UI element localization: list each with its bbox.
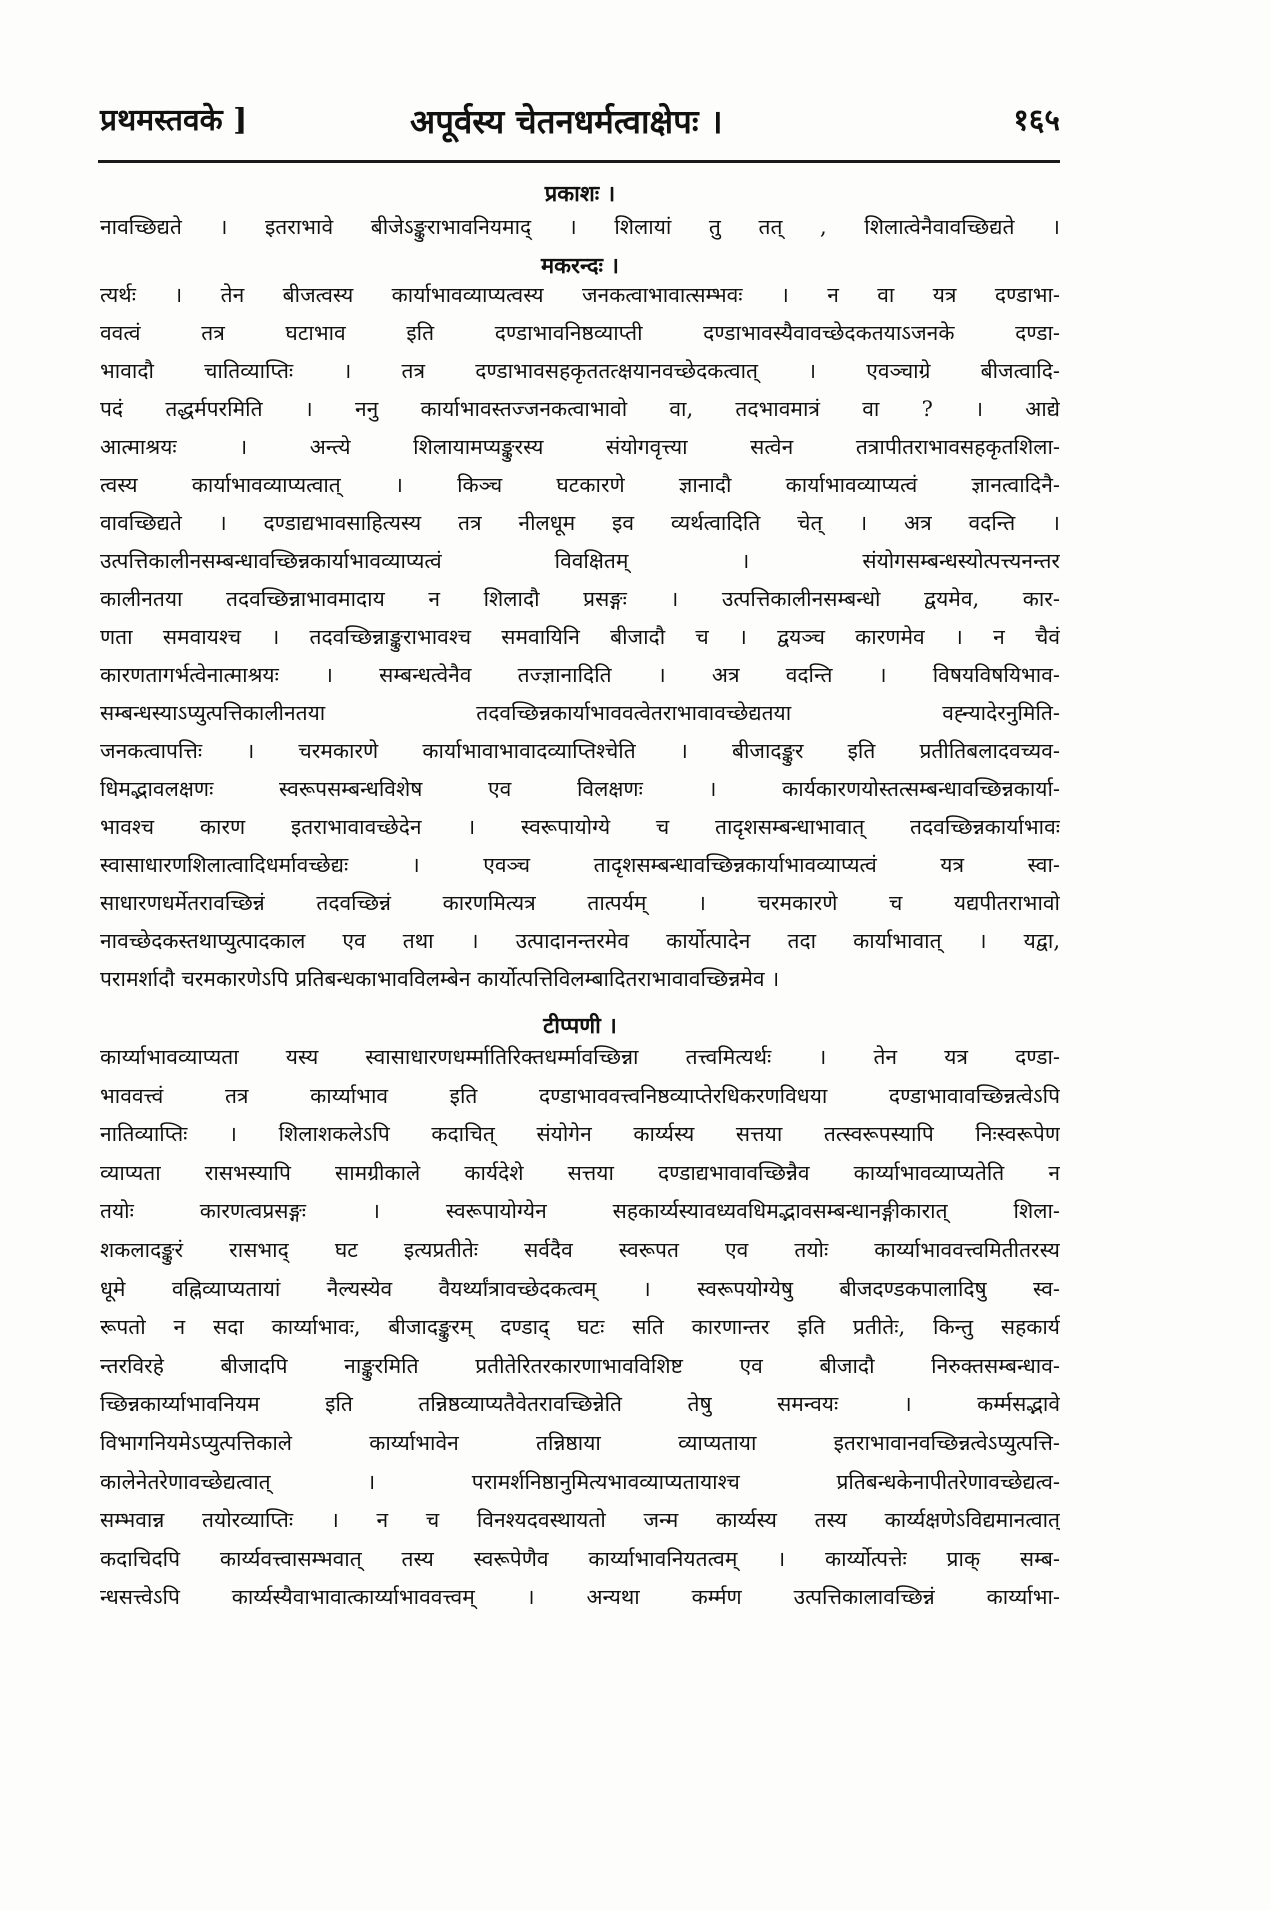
text-line: आत्माश्रयः । अन्त्ये शिलायामप्यङ्कुरस्य संयोगवृत्त्या सत्वेन तत्रापीतराभावसहकृतशिला- bbox=[100, 435, 1060, 459]
running-head bbox=[100, 98, 1060, 142]
page-number: १६५ bbox=[1013, 103, 1060, 138]
text-line: त्वस्य कार्याभावव्याप्यत्वात् । किञ्च घटकारणे ज्ञानादौ कार्याभावव्याप्यत्वं ज्ञानत्वादिनै- bbox=[100, 473, 1060, 497]
header-divider bbox=[98, 160, 1060, 163]
text-line: पदं तद्धर्मपरमिति । ननु कार्याभावस्तज्जनकत्वाभावो वा, तदभावमात्रं वा ? । आद्ये bbox=[100, 397, 1060, 421]
text-line: कालेनेतरेणावच्छेद्यत्वात् । परामर्शनिष्ठानुमित्यभावव्याप्यतायाश्च प्रतिबन्धकेनापीतरेणावच्छेद्यत्व- bbox=[100, 1469, 1060, 1494]
text-line: भावश्च कारण इतराभावावच्छेदेन । स्वरूपायोग्ये च तादृशसम्बन्धाभावात् तदवच्छिन्नकार्याभावः bbox=[100, 815, 1060, 839]
section-marker: प्रथमस्तवके ] bbox=[100, 103, 248, 138]
text-line: तयोः कारणत्वप्रसङ्गः । स्वरूपायोग्येन सहकार्य्यस्यावध्यवधिमद्भावसम्बन्धानङ्गीकारात् शिला- bbox=[100, 1199, 1060, 1224]
text-line: उत्पत्तिकालीनसम्बन्धावच्छिन्नकार्याभावव्याप्यत्वं विवक्षितम् । संयोगसम्बन्धस्योत्पत्त्यनन्तर bbox=[100, 549, 1060, 573]
makaranda-text bbox=[100, 276, 1060, 998]
text-line: वावच्छिद्यते । दण्डाद्यभावसाहित्यस्य तत्र नीलधूम इव व्यर्थत्वादिति चेत् । अत्र वदन्ति । bbox=[100, 511, 1060, 535]
text-line: नातिव्याप्तिः । शिलाशकलेऽपि कदाचित् संयोगेन कार्य्यस्य सत्तया तत्स्वरूपस्यापि निःस्वरूपेण bbox=[100, 1122, 1060, 1147]
text-line: नावच्छेदकस्तथाप्युत्पादकाल एव तथा । उत्पादानन्तरमेव कार्योत्पादेन तदा कार्याभावात् । यद्वा, bbox=[100, 929, 1060, 953]
makaranda-heading: मकरन्दः । bbox=[541, 253, 619, 279]
tippani-text bbox=[100, 1038, 1060, 1617]
prakasha-heading: प्रकाशः । bbox=[544, 181, 616, 207]
text-line: कार्य्याभावव्याप्यता यस्य स्वासाधारणधर्म्मातिरिक्तधर्म्मावच्छिन्ना तत्त्वमित्यर्थः । तेन यत्र दण्डा- bbox=[100, 1045, 1060, 1069]
page-title: अपूर्वस्य चेतनधर्मत्वाक्षेपः । bbox=[410, 102, 723, 141]
text-line: विभागनियमेऽप्युत्पत्तिकाले कार्य्याभावेन तन्निष्ठाया व्याप्यताया इतराभावानवच्छिन्नत्वेऽप्युत्पत्ति- bbox=[100, 1430, 1060, 1455]
text-line: भावादौ चातिव्याप्तिः । तत्र दण्डाभावसहकृततत्क्षयानवच्छेदकत्वात् । एवञ्चाग्रे बीजत्वादि- bbox=[100, 359, 1060, 383]
tippani-heading: टीप्पणी । bbox=[543, 1013, 617, 1039]
text-line: त्यर्थः । तेन बीजत्वस्य कार्याभावव्याप्यत्वस्य जनकत्वाभावात्सम्भवः । न वा यत्र दण्डाभा- bbox=[100, 283, 1060, 307]
text-line: रूपतो न सदा कार्य्याभावः, बीजादङ्कुरम् दण्डाद् घटः सति कारणान्तर इति प्रतीतेः, किन्तु सहकार्य bbox=[100, 1315, 1060, 1340]
prakasha-text bbox=[100, 208, 1060, 246]
text-line: जनकत्वापत्तिः । चरमकारणे कार्याभावाभावादव्याप्तिश्चेति । बीजादङ्कुर इति प्रतीतिबलादवच्यव- bbox=[100, 739, 1060, 763]
text-line: न्धसत्त्वेऽपि कार्य्यस्यैवाभावात्कार्य्याभाववत्त्वम् । अन्यथा कर्म्मण उत्पत्तिकालावच्छिन्नं कार्य्याभा- bbox=[100, 1585, 1060, 1610]
text-line: परामर्शादौ चरमकारणेऽपि प्रतिबन्धकाभावविलम्बेन कार्योत्पत्तिविलम्बादितराभावावच्छिन्नमेव । bbox=[100, 967, 780, 991]
text-line: कदाचिदपि कार्य्यवत्त्वासम्भवात् तस्य स्वरूपेणैव कार्य्याभावनियतत्वम् । कार्य्योत्पत्तेः प्राक् सम्ब- bbox=[100, 1546, 1060, 1571]
text-line: कालीनतया तदवच्छिन्नाभावमादाय न शिलादौ प्रसङ्गः । उत्पत्तिकालीनसम्बन्धो द्वयमेव, कार- bbox=[100, 587, 1060, 611]
text-line: सम्बन्धस्याऽप्युत्पत्तिकालीनतया तदवच्छिन्नकार्याभाववत्वेतराभावावच्छेद्यतया वह्न्यादेरनुमिति- bbox=[100, 701, 1060, 725]
text-line: शकलादङ्कुरं रासभाद् घट इत्यप्रतीतेः सर्वदैव स्वरूपत एव तयोः कार्य्याभाववत्त्वमितीतरस्य bbox=[100, 1237, 1060, 1262]
text-line: व्याप्यता रासभस्यापि सामग्रीकाले कार्यदेशे सत्तया दण्डाद्यभावावच्छिन्नैव कार्य्याभावव्याप्यतेति न bbox=[100, 1160, 1060, 1185]
text-line: धूमे वह्निव्याप्यतायां नैल्यस्येव वैयर्थ्यांत्रावच्छेदकत्वम् । स्वरूपयोग्येषु बीजदण्डकपालादिषु स्व- bbox=[100, 1276, 1060, 1301]
text-line: कारणतागर्भत्वेनात्माश्रयः । सम्बन्धत्वेनैव तज्ज्ञानादिति । अत्र वदन्ति । विषयविषयिभाव- bbox=[100, 663, 1060, 687]
text-line: ववत्वं तत्र घटाभाव इति दण्डाभावनिष्ठव्याप्ती दण्डाभावस्यैवावच्छेदकतयाऽजनके दण्डा- bbox=[100, 321, 1060, 345]
text-line: न्तरविरहे बीजादपि नाङ्कुरमिति प्रतीतेरितरकारणाभावविशिष्ट एव बीजादौ निरुक्तसम्बन्धाव- bbox=[100, 1353, 1060, 1378]
text-line: स्वासाधारणशिलात्वादिधर्मावच्छेद्यः । एवञ्च तादृशसम्बन्धावच्छिन्नकार्याभावव्याप्यत्वं यत्र स्वा- bbox=[100, 853, 1060, 877]
text-line: साधारणधर्मेतरावच्छिन्नं तदवच्छिन्नं कारणमित्यत्र तात्पर्यम् । चरमकारणे च यद्यपीतराभावो bbox=[100, 891, 1060, 915]
text-line: णता समवायश्च । तदवच्छिन्नाङ्कुराभावश्च समवायिनि बीजादौ च । द्वयञ्च कारणमेव । न चैवं bbox=[100, 625, 1060, 649]
text-line: नावच्छिद्यते । इतराभावे बीजेऽङ्कुराभावनियमाद् । शिलायां तु तत् , शिलात्वेनैवावच्छिद्यते । bbox=[100, 215, 1060, 239]
text-line: सम्भवान्न तयोरव्याप्तिः । न च विनश्यदवस्थायतो जन्म कार्य्यस्य तस्य कार्य्यक्षणेऽविद्यमानत्वात् bbox=[100, 1508, 1060, 1533]
text-line: धिमद्भावलक्षणः स्वरूपसम्बन्धविशेष एव विलक्षणः । कार्यकारणयोस्तत्सम्बन्धावच्छिन्नकार्या- bbox=[100, 777, 1060, 801]
text-line: च्छिन्नकार्य्याभावनियम इति तन्निष्ठव्याप्यतैवेतरावच्छिन्नेति तेषु समन्वयः । कर्म्मसद्भावे bbox=[100, 1392, 1060, 1417]
text-line: भाववत्त्वं तत्र कार्य्याभाव इति दण्डाभाववत्त्वनिष्ठव्याप्तेरधिकरणविधया दण्डाभावावच्छिन्नत्वेऽपि bbox=[100, 1083, 1060, 1108]
